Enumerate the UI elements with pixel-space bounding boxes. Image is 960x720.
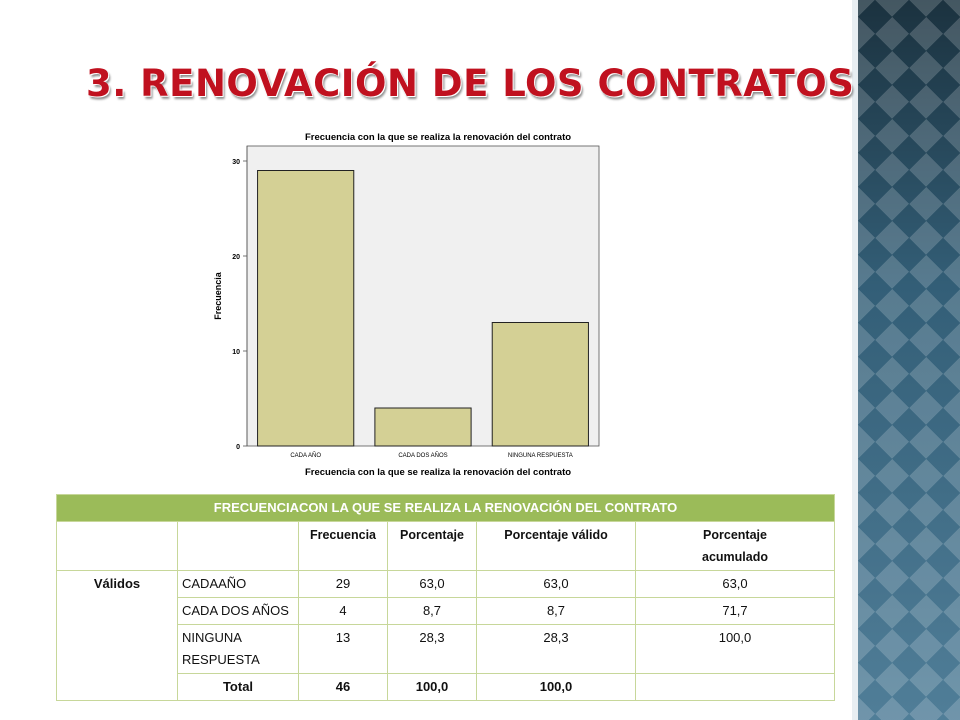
table-caption: FRECUENCIACON LA QUE SE REALIZA LA RENOVACIÓN DEL CONTRATO	[57, 495, 835, 522]
row-porcentaje: 28,3	[388, 625, 477, 674]
header-porcentaje-acumulado	[636, 522, 835, 571]
y-tick-label: 30	[232, 159, 240, 166]
header-acumulado-line2: acumulado	[702, 550, 768, 564]
total-label: Total	[178, 674, 299, 701]
row-porcentaje: 8,7	[388, 598, 477, 625]
header-porcentaje: Porcentaje	[388, 522, 477, 571]
row-valido: 28,3	[477, 625, 636, 674]
table-row	[57, 571, 835, 598]
x-tick-label: CADA DOS AÑOS	[398, 453, 448, 459]
row-category: NINGUNA RESPUESTA	[178, 625, 299, 674]
row-frecuencia: 13	[299, 625, 388, 674]
row-acumulado: 100,0	[636, 625, 835, 674]
x-axis-label: Frecuencia con la que se realiza la renovación del contrato	[304, 467, 572, 478]
row-valido: 8,7	[477, 598, 636, 625]
header-frecuencia: Frecuencia	[299, 522, 388, 571]
slide-title: 3. RENOVACIÓN DE LOS CONTRATOS	[86, 62, 855, 105]
x-tick-label: CADA AÑO	[290, 453, 322, 459]
row-acumulado: 71,7	[636, 598, 835, 625]
x-tick-label: NINGUNA RESPUESTA	[507, 453, 573, 459]
total-valido: 100,0	[477, 674, 636, 701]
y-axis-label: Frecuencia	[213, 272, 223, 320]
header-porcentaje-valido: Porcentaje válido	[477, 522, 636, 571]
bar	[375, 408, 471, 446]
header-empty-group	[57, 522, 178, 571]
total-porcentaje: 100,0	[388, 674, 477, 701]
side-band-edge	[852, 0, 858, 720]
row-frecuencia: 29	[299, 571, 388, 598]
total-frecuencia: 46	[299, 674, 388, 701]
row-category: CADAAÑO	[178, 571, 299, 598]
row-category: CADA DOS AÑOS	[178, 598, 299, 625]
header-acumulado-line1: Porcentaje	[703, 528, 767, 542]
row-porcentaje: 63,0	[388, 571, 477, 598]
total-acumulado-empty	[636, 674, 835, 701]
chart-title: Frecuencia con la que se realiza la renovación del contrato	[304, 132, 572, 143]
bar	[492, 323, 588, 447]
y-tick-label: 20	[232, 254, 240, 261]
bar-chart	[205, 126, 625, 481]
decorative-side-band	[858, 0, 960, 720]
frequency-table	[56, 494, 835, 701]
header-empty-category	[178, 522, 299, 571]
y-tick-label: 10	[232, 349, 240, 356]
y-tick-label: 0	[236, 444, 240, 451]
bar	[258, 171, 354, 447]
row-acumulado: 63,0	[636, 571, 835, 598]
row-frecuencia: 4	[299, 598, 388, 625]
group-label: Válidos	[57, 571, 178, 701]
row-valido: 63,0	[477, 571, 636, 598]
